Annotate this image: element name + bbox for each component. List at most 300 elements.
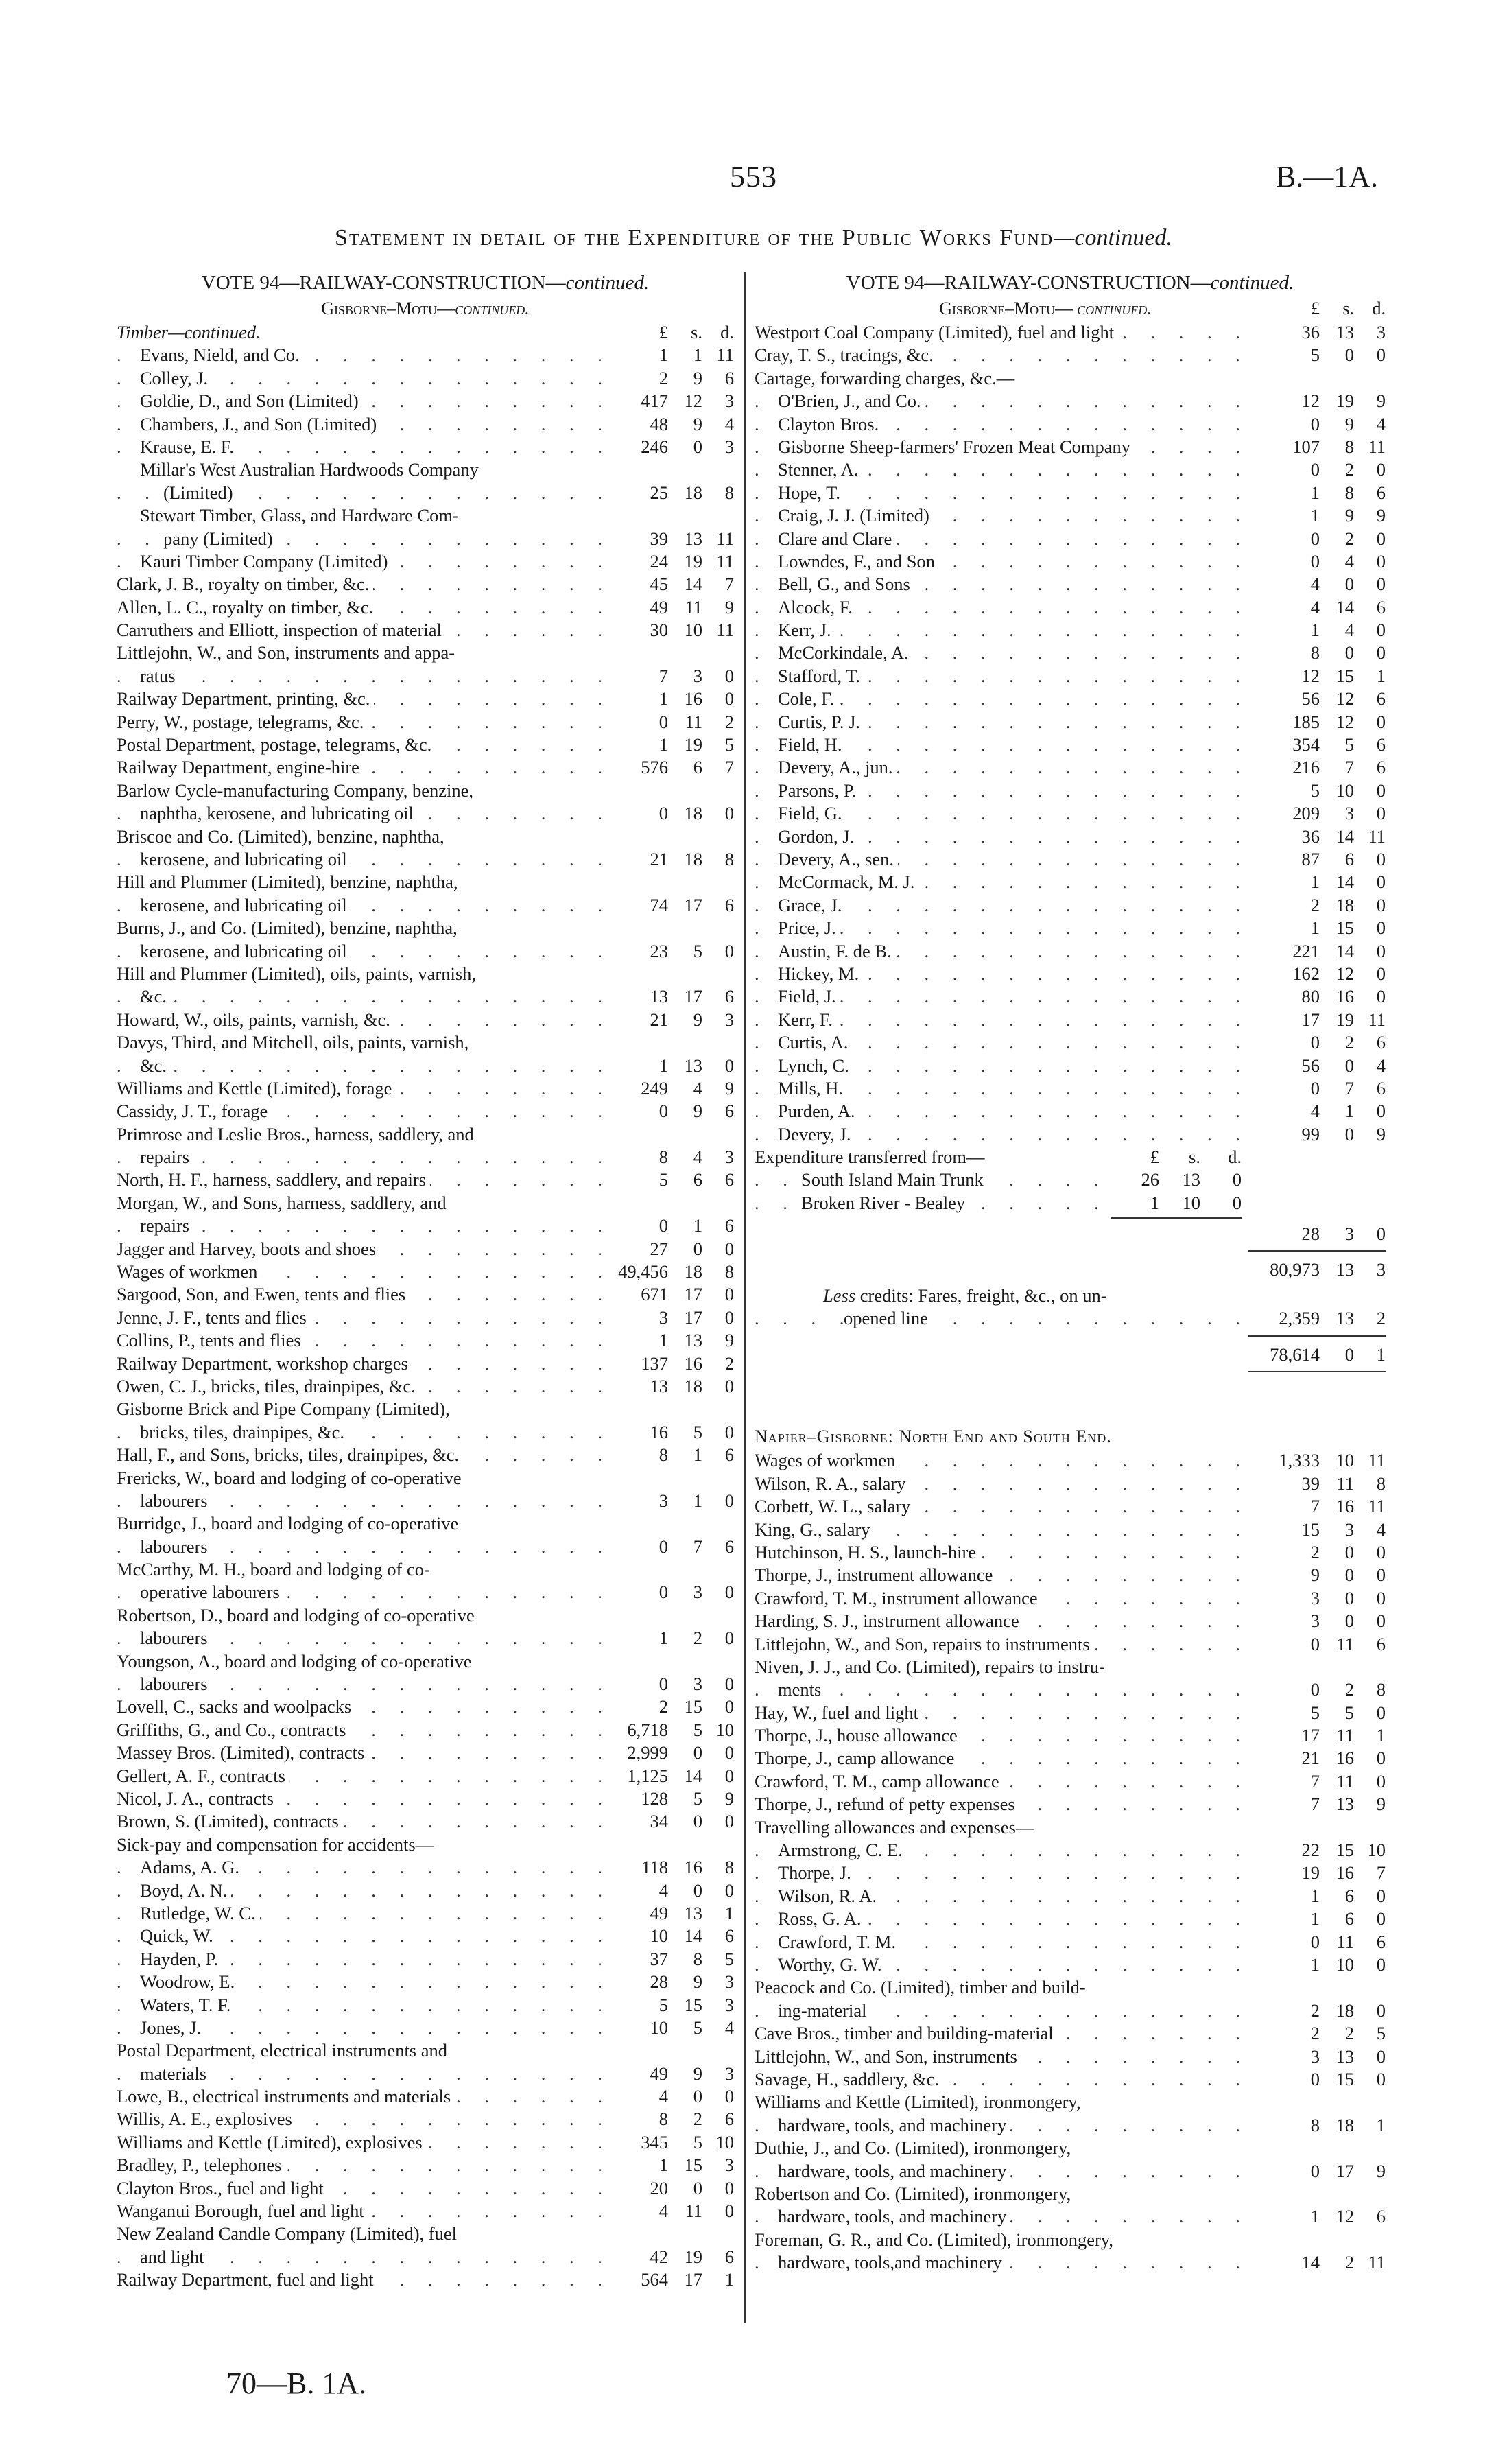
amount-shillings: 12 — [1336, 711, 1354, 732]
subtotal-shillings: 13 — [1336, 1258, 1354, 1280]
amount-pence — [702, 642, 734, 664]
entry-label: Jones, J. — [140, 2017, 205, 2038]
amount-pounds: 10 — [650, 1925, 668, 1947]
expenditure-row — [755, 596, 1386, 619]
amount-shillings — [668, 871, 702, 893]
expenditure-row — [117, 2108, 734, 2131]
amount-shillings — [1320, 1816, 1354, 1839]
net-pounds: 78,614 — [1270, 1344, 1320, 1365]
amount-pounds: 671 — [641, 1284, 668, 1305]
expenditure-row — [755, 1862, 1386, 1884]
amount-shillings: 11 — [1336, 1931, 1354, 1952]
expenditure-row — [117, 688, 734, 710]
amount-shillings: 12 — [1336, 963, 1354, 984]
amount-pounds — [602, 1123, 668, 1146]
expenditure-row — [117, 756, 734, 779]
transfer-currency-header — [1111, 1146, 1242, 1169]
amount-shillings: 15 — [684, 1994, 702, 2015]
amount-pence: 0 — [1376, 848, 1386, 869]
entry-label: Owen, C. J., bricks, tiles, drainpipes, &c. — [117, 1376, 420, 1396]
entry-label: Railway Department, workshop charges — [117, 1353, 412, 1374]
amount-pounds — [1254, 2229, 1320, 2251]
amount-shillings: 0 — [693, 436, 702, 457]
amount-shillings: 13 — [684, 1902, 702, 1923]
entry-label: Devery, A., sen. — [778, 849, 898, 869]
expenditure-row — [117, 1879, 734, 1902]
amount-pounds: 5 — [1310, 1702, 1320, 1723]
amount-pounds: 48 — [650, 413, 668, 434]
expenditure-row — [117, 2085, 734, 2108]
entry-label: Burns, J., and Co. (Limited), benzine, naphtha, — [117, 917, 462, 938]
amount-shillings: 18 — [684, 482, 702, 503]
amount-shillings: 3 — [693, 1582, 702, 1603]
amount-pence: 0 — [1376, 1748, 1386, 1769]
amount-pence: 0 — [1376, 1564, 1386, 1586]
expenditure-row — [755, 1449, 1386, 1472]
amount-pounds — [602, 825, 668, 848]
entry-heading-line — [755, 1816, 1386, 1839]
expenditure-row — [755, 2114, 1386, 2137]
amount-shillings: 0 — [1344, 1564, 1354, 1586]
amount-pence — [702, 504, 734, 527]
entry-heading-line — [755, 2091, 1386, 2113]
amount-pounds: 27 — [650, 1238, 668, 1259]
amount-shillings: 15 — [684, 1696, 702, 1717]
expenditure-row — [117, 1856, 734, 1879]
expenditure-row — [755, 413, 1386, 436]
amount-shillings: 5 — [693, 1421, 702, 1442]
entry-label: Hayden, P. — [140, 1949, 222, 1969]
entry-label: kerosene, and lubricating oil — [140, 941, 351, 961]
amount-pence: 6 — [1376, 1931, 1386, 1952]
subtotal-row — [755, 1254, 1386, 1284]
statement-title-suffix: —continued. — [1054, 225, 1172, 250]
amount-shillings: 19 — [684, 734, 702, 755]
amount-shillings: 0 — [693, 1742, 702, 1763]
amount-shillings: 5 — [693, 2017, 702, 2038]
transfer-item-pence: 0 — [1232, 1169, 1242, 1190]
amount-pounds: 185 — [1292, 711, 1320, 732]
expenditure-row — [117, 2177, 734, 2200]
entry-label: Clark, J. B., royalty on timber, &c. — [117, 574, 373, 594]
amount-pence: 8 — [1376, 1679, 1386, 1700]
amount-shillings: 2 — [1344, 2023, 1354, 2044]
amount-pounds: 1,333 — [1279, 1450, 1320, 1471]
amount-pounds — [602, 779, 668, 802]
transfer-item-pence: 0 — [1232, 1192, 1242, 1213]
transfer-total-pence: 0 — [1376, 1223, 1386, 1245]
entry-label: Quick, W. — [140, 1925, 217, 1946]
entry-label: Parsons, P. — [778, 780, 860, 801]
amount-pence: 11 — [716, 550, 734, 572]
amount-pence: 10 — [715, 1719, 734, 1740]
entry-label: Woodrow, E. — [140, 1971, 239, 1992]
expenditure-row — [755, 504, 1386, 527]
amount-pence: 6 — [724, 1444, 734, 1466]
expenditure-row — [755, 1472, 1386, 1495]
amount-shillings: 0 — [693, 2086, 702, 2107]
amount-pounds: 0 — [658, 1101, 668, 1122]
amount-pounds — [602, 1833, 668, 1856]
amount-pence: 0 — [1376, 894, 1386, 915]
amount-pence: 0 — [724, 2177, 734, 2198]
amount-pence: 6 — [1376, 688, 1386, 709]
amount-shillings: 17 — [1336, 2160, 1354, 2181]
amount-shillings: 5 — [1344, 734, 1354, 755]
amount-pounds — [602, 504, 668, 527]
entry-label: Harding, S. J., instrument allowance — [755, 1610, 1023, 1631]
entry-label: Lowndes, F., and Son — [778, 551, 939, 572]
amount-shillings: 11 — [685, 596, 702, 618]
amount-pence: 0 — [1376, 344, 1386, 366]
left-expenditure-list — [117, 321, 734, 2292]
entry-label: Colley, J. — [140, 368, 212, 388]
amount-pence: 0 — [1376, 620, 1386, 641]
amount-pounds: 12 — [1301, 390, 1320, 412]
entry-label: Millar's West Australian Hardwoods Company — [140, 459, 483, 480]
amount-pence: 0 — [724, 1674, 734, 1695]
entry-label: Littlejohn, W., and Son, instruments — [755, 2046, 1021, 2067]
entry-label: Jenne, J. F., tents and flies — [117, 1307, 311, 1328]
amount-pence: 11 — [716, 344, 734, 366]
expenditure-row — [755, 779, 1386, 802]
transfer-shillings-header: s. — [1189, 1147, 1200, 1168]
footer-signature: 70—B. 1A. — [226, 2367, 367, 2400]
amount-pence: 7 — [724, 757, 734, 778]
amount-shillings: 11 — [685, 2201, 702, 2222]
amount-pence: 0 — [1376, 940, 1386, 961]
amount-pence: 0 — [1376, 1954, 1386, 1975]
amount-pounds: 14 — [1301, 2252, 1320, 2273]
amount-pence — [1354, 1656, 1386, 1678]
amount-shillings: 3 — [693, 1674, 702, 1695]
amount-pounds: 3 — [658, 1306, 668, 1328]
entry-label: Corbett, W. L., salary — [755, 1496, 914, 1516]
amount-pounds: 1 — [1310, 620, 1320, 641]
amount-pence: 3 — [724, 2063, 734, 2084]
document-reference: B.—1A. — [1275, 160, 1378, 193]
amount-shillings: 16 — [1336, 1748, 1354, 1769]
entry-heading-line — [117, 825, 734, 848]
amount-pence: 6 — [1376, 734, 1386, 755]
amount-pence — [1354, 1816, 1386, 1839]
amount-pence: 0 — [1376, 2045, 1386, 2067]
amount-shillings: 14 — [684, 574, 702, 595]
expenditure-row — [755, 2251, 1386, 2274]
amount-shillings: 14 — [1336, 825, 1354, 847]
amount-pence: 0 — [1376, 1908, 1386, 1929]
amount-pounds: 2 — [1310, 2023, 1320, 2044]
expenditure-row — [755, 528, 1386, 550]
amount-pounds: 1 — [1310, 871, 1320, 893]
entry-label: Grace, J. — [778, 895, 846, 915]
amount-pence: 1 — [1376, 2114, 1386, 2135]
shillings-header: s. — [1342, 298, 1354, 318]
expenditure-row — [755, 390, 1386, 412]
expenditure-row — [117, 390, 734, 412]
amount-shillings: 2 — [1344, 2252, 1354, 2273]
entry-label: Stewart Timber, Glass, and Hardware Com- — [140, 505, 463, 526]
entry-heading-line — [117, 1512, 734, 1535]
expenditure-row — [755, 321, 1386, 344]
amount-pounds — [602, 1558, 668, 1581]
expenditure-row — [755, 848, 1386, 871]
transfer-item-shillings: 13 — [1182, 1169, 1200, 1190]
entry-label: Clare and Clare — [778, 528, 896, 549]
entry-label: Wilson, R. A., salary — [755, 1473, 910, 1494]
amount-shillings: 6 — [693, 1169, 702, 1190]
napier-heading: Napier–Gisborne: North End and South End. — [755, 1427, 1112, 1447]
right-vote-suffix: continued. — [1210, 272, 1294, 294]
entry-heading-line — [117, 917, 734, 939]
entry-label: Travelling allowances and expenses— — [755, 1817, 1038, 1838]
expenditure-row — [117, 711, 734, 734]
expenditure-row — [117, 1810, 734, 1833]
amount-pounds: 216 — [1292, 757, 1320, 778]
entry-heading-line — [117, 1833, 734, 1856]
entry-heading-line — [117, 1031, 734, 1054]
expenditure-row — [755, 1610, 1386, 1632]
amount-shillings: 19 — [684, 2246, 702, 2267]
expenditure-row — [117, 2246, 734, 2268]
entry-label: ing-material — [778, 2000, 871, 2021]
amount-pence: 0 — [724, 1879, 734, 1901]
entry-label: Howard, W., oils, paints, varnish, &c. — [117, 1009, 394, 1030]
amount-shillings — [668, 1398, 702, 1420]
amount-shillings: 0 — [1344, 1587, 1354, 1608]
expenditure-row — [117, 2268, 734, 2291]
amount-shillings: 1 — [1344, 1101, 1354, 1122]
expenditure-row — [117, 1146, 734, 1169]
amount-pounds — [602, 1398, 668, 1420]
amount-pence: 0 — [724, 1055, 734, 1076]
amount-pence: 9 — [1376, 2160, 1386, 2181]
amount-pounds: 3 — [1310, 1610, 1320, 1632]
amount-shillings: 1 — [693, 1444, 702, 1466]
amount-pounds: 0 — [1310, 1077, 1320, 1099]
amount-shillings: 2 — [1344, 1679, 1354, 1700]
transfer-item-pounds: 26 — [1141, 1169, 1159, 1190]
amount-shillings: 14 — [684, 1925, 702, 1947]
amount-pounds: 162 — [1292, 963, 1320, 984]
amount-shillings: 13 — [684, 528, 702, 549]
expenditure-row — [117, 1421, 734, 1444]
entry-label: Waters, T. F. — [140, 1995, 235, 2015]
entry-label: Devery, A., jun. — [778, 757, 897, 777]
amount-pence — [702, 1031, 734, 1054]
amount-pence: 0 — [724, 803, 734, 824]
entry-heading-line — [117, 1398, 734, 1420]
entry-label: Armstrong, C. E. — [778, 1840, 907, 1860]
amount-pence: 0 — [1376, 963, 1386, 984]
entry-heading-line — [117, 1192, 734, 1215]
expenditure-row — [755, 1770, 1386, 1793]
amount-pounds: 0 — [1310, 550, 1320, 572]
amount-pence: 6 — [1376, 2206, 1386, 2227]
amount-shillings: 3 — [693, 665, 702, 686]
amount-shillings: 11 — [1336, 1725, 1354, 1746]
entry-label: Chambers, J., and Son (Limited) — [140, 414, 381, 434]
expenditure-row — [117, 321, 734, 344]
amount-pence: 0 — [724, 940, 734, 961]
expenditure-row — [755, 1123, 1386, 1146]
expenditure-row — [117, 1283, 734, 1306]
amount-pence: 6 — [724, 986, 734, 1007]
entry-heading-line — [117, 963, 734, 985]
entry-label: hardware, tools,and machinery — [778, 2252, 1006, 2273]
amount-shillings: 19 — [1336, 1009, 1354, 1030]
expenditure-row — [117, 1765, 734, 1787]
amount-pence: 7 — [724, 574, 734, 595]
entry-heading-line — [117, 1604, 734, 1627]
amount-pounds: 36 — [1301, 825, 1320, 847]
amount-pounds: 0 — [658, 1215, 668, 1236]
amount-pounds: 118 — [641, 1857, 668, 1878]
amount-pounds: 17 — [1301, 1009, 1320, 1030]
amount-shillings: 5 — [693, 1788, 702, 1809]
expenditure-row — [117, 1673, 734, 1696]
statement-title — [0, 225, 1507, 251]
amount-pounds: 10 — [650, 2017, 668, 2038]
amount-shillings: 6 — [1344, 1885, 1354, 1906]
expenditure-row — [117, 619, 734, 642]
amount-shillings — [668, 458, 702, 481]
amount-shillings: 2 — [1344, 459, 1354, 480]
expenditure-row — [117, 2063, 734, 2085]
amount-pounds: 1 — [658, 344, 668, 366]
amount-pence: 3 — [724, 436, 734, 457]
entry-label: labourers — [140, 1536, 212, 1557]
entry-label: hardware, tools, and machinery — [778, 2206, 1010, 2227]
amount-shillings: 2 — [693, 1628, 702, 1649]
expenditure-row — [755, 2160, 1386, 2183]
entry-label: Primrose and Leslie Bros., harness, saddlery, and — [117, 1124, 478, 1145]
amount-pounds — [602, 458, 668, 481]
entry-label: kerosene, and lubricating oil — [140, 849, 351, 869]
expenditure-row — [755, 1953, 1386, 1976]
amount-pounds: 1 — [1310, 2206, 1320, 2227]
expenditure-row — [755, 963, 1386, 985]
entry-label: bricks, tiles, drainpipes, &c. — [140, 1422, 348, 1442]
amount-pounds: 17 — [1301, 1725, 1320, 1746]
expenditure-row — [117, 1719, 734, 1741]
amount-pence: 3 — [724, 390, 734, 412]
amount-pounds: 21 — [1301, 1748, 1320, 1769]
amount-shillings: 13 — [1336, 2045, 1354, 2067]
amount-pounds — [1254, 367, 1320, 390]
expenditure-row — [755, 2068, 1386, 2091]
expenditure-row — [755, 1587, 1386, 1610]
expenditure-row — [755, 1931, 1386, 1953]
amount-pence: 0 — [724, 1582, 734, 1603]
amount-pence: 0 — [1376, 550, 1386, 572]
amount-pence — [702, 871, 734, 893]
entry-label: labourers — [140, 1674, 212, 1694]
amount-pence: 0 — [724, 665, 734, 686]
amount-pounds: 0 — [1310, 1679, 1320, 1700]
amount-pence: 11 — [1368, 1496, 1386, 1517]
amount-pounds: 37 — [650, 1948, 668, 1969]
credits-shillings: 13 — [1336, 1308, 1354, 1329]
expenditure-row — [755, 1031, 1386, 1054]
amount-pounds: 9 — [1310, 1564, 1320, 1586]
amount-pence: 2 — [724, 711, 734, 732]
amount-pence: 11 — [1368, 1450, 1386, 1471]
amount-pence — [702, 1398, 734, 1420]
entry-label: Field, G. — [778, 803, 846, 823]
amount-shillings — [668, 1031, 702, 1054]
amount-shillings — [668, 2039, 702, 2062]
amount-pence — [702, 1123, 734, 1146]
expenditure-row — [755, 734, 1386, 756]
expenditure-row — [117, 1536, 734, 1558]
entry-label: Robertson, D., board and lodging of co-operative — [117, 1605, 479, 1626]
entry-label: Gordon, J. — [778, 826, 858, 847]
amount-pounds: 12 — [1301, 665, 1320, 686]
amount-pence: 5 — [724, 1948, 734, 1969]
amount-pounds: 39 — [650, 528, 668, 549]
amount-pence — [1354, 2137, 1386, 2159]
amount-shillings: 0 — [693, 1811, 702, 1832]
entry-label: Worthy, G. W. — [778, 1954, 886, 1975]
expenditure-row — [755, 1077, 1386, 1100]
amount-pounds: 576 — [641, 757, 668, 778]
amount-shillings: 4 — [1344, 550, 1354, 572]
entry-label: Ross, G. A. — [778, 1908, 866, 1929]
credits-row — [755, 1284, 1386, 1307]
amount-pounds: 24 — [650, 550, 668, 572]
right-subheading — [755, 296, 1254, 321]
amount-pence: 3 — [724, 1994, 734, 2015]
transfer-item-shillings: 10 — [1182, 1192, 1200, 1213]
amount-pence: 6 — [1376, 482, 1386, 503]
amount-shillings: 6 — [693, 757, 702, 778]
expenditure-row — [117, 367, 734, 390]
amount-shillings — [668, 963, 702, 985]
entry-label: Niven, J. J., and Co. (Limited), repairs to instru- — [755, 1656, 1109, 1677]
amount-shillings: 10 — [1336, 1954, 1354, 1975]
amount-pence: 0 — [724, 1811, 734, 1832]
amount-pounds: 5 — [658, 1169, 668, 1190]
amount-pence — [1354, 2183, 1386, 2205]
entry-heading-line — [117, 458, 734, 481]
amount-pounds: £ — [658, 322, 668, 342]
amount-shillings — [668, 1512, 702, 1535]
amount-pence: 6 — [1376, 757, 1386, 778]
amount-shillings: 16 — [684, 1352, 702, 1374]
amount-pounds — [602, 871, 668, 893]
entry-label: Hill and Plummer (Limited), benzine, naphtha, — [117, 871, 462, 892]
expenditure-row — [755, 1100, 1386, 1123]
entry-heading-line — [117, 2039, 734, 2062]
amount-pounds: 8 — [1310, 642, 1320, 664]
entry-label: Kauri Timber Company (Limited) — [140, 551, 392, 572]
right-column — [755, 269, 1386, 2274]
amount-pounds: 0 — [1310, 1931, 1320, 1952]
entry-label: Crawford, T. M. — [778, 1932, 900, 1952]
left-vote-suffix: continued. — [565, 272, 650, 294]
entry-heading-line — [755, 1976, 1386, 1999]
amount-shillings: 0 — [1344, 1123, 1354, 1145]
amount-pence: 0 — [724, 1742, 734, 1763]
right-currency-header — [1254, 296, 1386, 321]
amount-shillings — [668, 1123, 702, 1146]
entry-label: Goldie, D., and Son (Limited) — [140, 390, 363, 411]
entry-label: Collins, P., tents and flies — [117, 1330, 305, 1350]
expenditure-row — [755, 619, 1386, 642]
amount-pence: 6 — [724, 1536, 734, 1557]
amount-pounds: 2 — [1310, 894, 1320, 915]
